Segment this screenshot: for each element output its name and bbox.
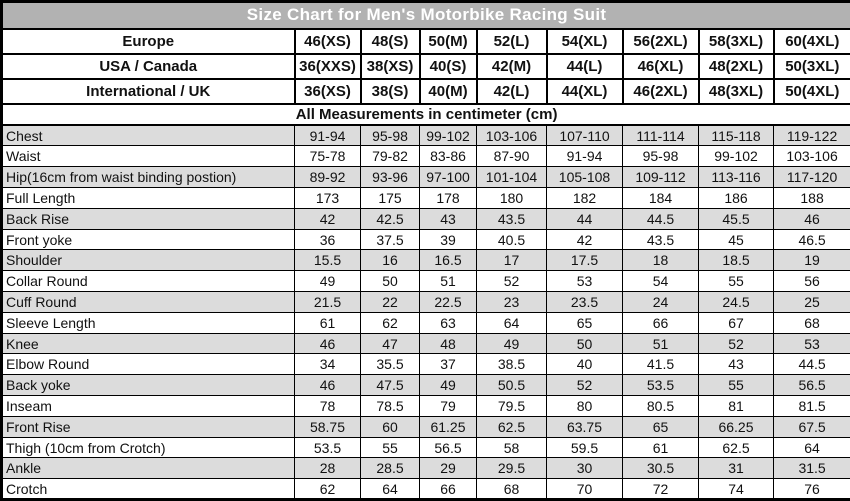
value-cell: 55 <box>361 437 420 458</box>
value-cell: 43 <box>699 354 774 375</box>
value-cell: 24 <box>623 292 699 313</box>
row-label: Ankle <box>2 458 295 479</box>
value-cell: 22 <box>361 292 420 313</box>
value-cell: 46(XL) <box>623 54 699 79</box>
value-cell: 17.5 <box>547 250 623 271</box>
value-cell: 38.5 <box>477 354 547 375</box>
value-cell: 44.5 <box>774 354 850 375</box>
value-cell: 95-98 <box>361 125 420 146</box>
value-cell: 50 <box>547 333 623 354</box>
table-row <box>2 188 850 209</box>
value-cell: 178 <box>420 188 477 209</box>
value-cell: 61.25 <box>420 416 477 437</box>
value-cell: 62.5 <box>477 416 547 437</box>
value-cell: 72 <box>623 479 699 500</box>
value-cell: 29 <box>420 458 477 479</box>
value-cell: 31.5 <box>774 458 850 479</box>
value-cell: 15.5 <box>295 250 361 271</box>
value-cell: 17 <box>477 250 547 271</box>
table-row <box>2 271 850 292</box>
value-cell: 79.5 <box>477 396 547 417</box>
value-cell: 119-122 <box>774 125 850 146</box>
value-cell: 25 <box>774 292 850 313</box>
units-note: All Measurements in centimeter (cm) <box>2 104 850 125</box>
value-cell: 36(XS) <box>295 79 361 104</box>
units-row <box>2 104 850 125</box>
value-cell: 70 <box>547 479 623 500</box>
value-cell: 59.5 <box>547 437 623 458</box>
value-cell: 184 <box>623 188 699 209</box>
value-cell: 74 <box>699 479 774 500</box>
row-label: Knee <box>2 333 295 354</box>
value-cell: 38(XS) <box>361 54 420 79</box>
value-cell: 109-112 <box>623 167 699 188</box>
value-cell: 16 <box>361 250 420 271</box>
table-row <box>2 479 850 500</box>
value-cell: 76 <box>774 479 850 500</box>
table-row <box>2 375 850 396</box>
value-cell: 50(M) <box>420 29 477 54</box>
value-cell: 91-94 <box>547 146 623 167</box>
row-label: Back yoke <box>2 375 295 396</box>
value-cell: 58 <box>477 437 547 458</box>
value-cell: 47.5 <box>361 375 420 396</box>
title-row <box>2 2 850 29</box>
table-row <box>2 79 850 104</box>
value-cell: 78.5 <box>361 396 420 417</box>
value-cell: 23.5 <box>547 292 623 313</box>
value-cell: 51 <box>623 333 699 354</box>
value-cell: 61 <box>623 437 699 458</box>
value-cell: 49 <box>477 333 547 354</box>
value-cell: 35.5 <box>361 354 420 375</box>
value-cell: 45 <box>699 229 774 250</box>
value-cell: 103-106 <box>774 146 850 167</box>
value-cell: 29.5 <box>477 458 547 479</box>
table-row <box>2 396 850 417</box>
value-cell: 188 <box>774 188 850 209</box>
value-cell: 64 <box>774 437 850 458</box>
value-cell: 40(M) <box>420 79 477 104</box>
value-cell: 42 <box>547 229 623 250</box>
size-header-rows <box>2 29 850 105</box>
value-cell: 182 <box>547 188 623 209</box>
table-row <box>2 167 850 188</box>
value-cell: 55 <box>699 375 774 396</box>
table-row <box>2 250 850 271</box>
value-cell: 68 <box>477 479 547 500</box>
value-cell: 54 <box>623 271 699 292</box>
value-cell: 56(2XL) <box>623 29 699 54</box>
row-label: Shoulder <box>2 250 295 271</box>
value-cell: 22.5 <box>420 292 477 313</box>
value-cell: 46 <box>295 375 361 396</box>
table-row <box>2 125 850 146</box>
value-cell: 30.5 <box>623 458 699 479</box>
value-cell: 60(4XL) <box>774 29 850 54</box>
row-label: Inseam <box>2 396 295 417</box>
value-cell: 56.5 <box>420 437 477 458</box>
value-cell: 87-90 <box>477 146 547 167</box>
chart-title: Size Chart for Men's Motorbike Racing Suit <box>2 2 850 29</box>
value-cell: 52 <box>699 333 774 354</box>
value-cell: 40.5 <box>477 229 547 250</box>
value-cell: 68 <box>774 312 850 333</box>
table-row <box>2 354 850 375</box>
value-cell: 60 <box>361 416 420 437</box>
value-cell: 50(3XL) <box>774 54 850 79</box>
value-cell: 36(XXS) <box>295 54 361 79</box>
value-cell: 65 <box>547 312 623 333</box>
value-cell: 34 <box>295 354 361 375</box>
row-label: Cuff Round <box>2 292 295 313</box>
row-label: Front yoke <box>2 229 295 250</box>
value-cell: 66.25 <box>699 416 774 437</box>
value-cell: 39 <box>420 229 477 250</box>
value-cell: 91-94 <box>295 125 361 146</box>
value-cell: 79-82 <box>361 146 420 167</box>
value-cell: 117-120 <box>774 167 850 188</box>
table-row <box>2 437 850 458</box>
row-label: Crotch <box>2 479 295 500</box>
value-cell: 48(3XL) <box>699 79 774 104</box>
table-row <box>2 208 850 229</box>
row-label: Hip(16cm from waist binding postion) <box>2 167 295 188</box>
value-cell: 83-86 <box>420 146 477 167</box>
value-cell: 21.5 <box>295 292 361 313</box>
value-cell: 44.5 <box>623 208 699 229</box>
value-cell: 111-114 <box>623 125 699 146</box>
value-cell: 115-118 <box>699 125 774 146</box>
value-cell: 62 <box>361 312 420 333</box>
value-cell: 75-78 <box>295 146 361 167</box>
value-cell: 99-102 <box>420 125 477 146</box>
value-cell: 43.5 <box>477 208 547 229</box>
value-cell: 53.5 <box>295 437 361 458</box>
value-cell: 50(4XL) <box>774 79 850 104</box>
value-cell: 63.75 <box>547 416 623 437</box>
value-cell: 56 <box>774 271 850 292</box>
value-cell: 48(S) <box>361 29 420 54</box>
value-cell: 30 <box>547 458 623 479</box>
value-cell: 66 <box>623 312 699 333</box>
value-cell: 81.5 <box>774 396 850 417</box>
value-cell: 53.5 <box>623 375 699 396</box>
value-cell: 42 <box>295 208 361 229</box>
value-cell: 103-106 <box>477 125 547 146</box>
value-cell: 61 <box>295 312 361 333</box>
value-cell: 44(XL) <box>547 79 623 104</box>
value-cell: 65 <box>623 416 699 437</box>
row-label: Collar Round <box>2 271 295 292</box>
value-cell: 173 <box>295 188 361 209</box>
row-label: Back Rise <box>2 208 295 229</box>
value-cell: 80 <box>547 396 623 417</box>
value-cell: 48 <box>420 333 477 354</box>
value-cell: 28 <box>295 458 361 479</box>
value-cell: 24.5 <box>699 292 774 313</box>
value-cell: 47 <box>361 333 420 354</box>
row-label: Elbow Round <box>2 354 295 375</box>
value-cell: 64 <box>361 479 420 500</box>
value-cell: 42(L) <box>477 79 547 104</box>
value-cell: 93-96 <box>361 167 420 188</box>
value-cell: 67.5 <box>774 416 850 437</box>
table-row <box>2 229 850 250</box>
value-cell: 51 <box>420 271 477 292</box>
value-cell: 89-92 <box>295 167 361 188</box>
value-cell: 113-116 <box>699 167 774 188</box>
row-label: Chest <box>2 125 295 146</box>
row-label: Europe <box>2 29 295 54</box>
value-cell: 37 <box>420 354 477 375</box>
row-label: International / UK <box>2 79 295 104</box>
value-cell: 63 <box>420 312 477 333</box>
value-cell: 55 <box>699 271 774 292</box>
value-cell: 66 <box>420 479 477 500</box>
value-cell: 18.5 <box>699 250 774 271</box>
value-cell: 58(3XL) <box>699 29 774 54</box>
value-cell: 58.75 <box>295 416 361 437</box>
row-label: Waist <box>2 146 295 167</box>
table-row <box>2 146 850 167</box>
value-cell: 48(2XL) <box>699 54 774 79</box>
value-cell: 19 <box>774 250 850 271</box>
value-cell: 45.5 <box>699 208 774 229</box>
value-cell: 56.5 <box>774 375 850 396</box>
value-cell: 43.5 <box>623 229 699 250</box>
value-cell: 99-102 <box>699 146 774 167</box>
value-cell: 107-110 <box>547 125 623 146</box>
value-cell: 62 <box>295 479 361 500</box>
row-label: Front Rise <box>2 416 295 437</box>
value-cell: 18 <box>623 250 699 271</box>
value-cell: 31 <box>699 458 774 479</box>
value-cell: 23 <box>477 292 547 313</box>
table-row <box>2 416 850 437</box>
value-cell: 50.5 <box>477 375 547 396</box>
value-cell: 52 <box>477 271 547 292</box>
table-row <box>2 292 850 313</box>
value-cell: 42.5 <box>361 208 420 229</box>
value-cell: 97-100 <box>420 167 477 188</box>
value-cell: 180 <box>477 188 547 209</box>
value-cell: 81 <box>699 396 774 417</box>
value-cell: 46 <box>774 208 850 229</box>
table-row <box>2 312 850 333</box>
row-label: Full Length <box>2 188 295 209</box>
value-cell: 43 <box>420 208 477 229</box>
row-label: USA / Canada <box>2 54 295 79</box>
value-cell: 67 <box>699 312 774 333</box>
value-cell: 175 <box>361 188 420 209</box>
value-cell: 42(M) <box>477 54 547 79</box>
value-cell: 95-98 <box>623 146 699 167</box>
table-row <box>2 333 850 354</box>
table-row <box>2 54 850 79</box>
value-cell: 64 <box>477 312 547 333</box>
value-cell: 78 <box>295 396 361 417</box>
value-cell: 53 <box>774 333 850 354</box>
value-cell: 38(S) <box>361 79 420 104</box>
value-cell: 52(L) <box>477 29 547 54</box>
row-label: Sleeve Length <box>2 312 295 333</box>
value-cell: 28.5 <box>361 458 420 479</box>
value-cell: 54(XL) <box>547 29 623 54</box>
value-cell: 37.5 <box>361 229 420 250</box>
value-cell: 50 <box>361 271 420 292</box>
value-cell: 105-108 <box>547 167 623 188</box>
measurement-rows <box>2 125 850 499</box>
value-cell: 40 <box>547 354 623 375</box>
value-cell: 101-104 <box>477 167 547 188</box>
value-cell: 36 <box>295 229 361 250</box>
value-cell: 62.5 <box>699 437 774 458</box>
value-cell: 53 <box>547 271 623 292</box>
row-label: Thigh (10cm from Crotch) <box>2 437 295 458</box>
value-cell: 186 <box>699 188 774 209</box>
value-cell: 79 <box>420 396 477 417</box>
value-cell: 52 <box>547 375 623 396</box>
table-row <box>2 29 850 54</box>
value-cell: 49 <box>420 375 477 396</box>
value-cell: 44 <box>547 208 623 229</box>
value-cell: 80.5 <box>623 396 699 417</box>
value-cell: 16.5 <box>420 250 477 271</box>
value-cell: 46(XS) <box>295 29 361 54</box>
value-cell: 46.5 <box>774 229 850 250</box>
value-cell: 46(2XL) <box>623 79 699 104</box>
value-cell: 40(S) <box>420 54 477 79</box>
value-cell: 44(L) <box>547 54 623 79</box>
value-cell: 41.5 <box>623 354 699 375</box>
value-cell: 46 <box>295 333 361 354</box>
table-row <box>2 458 850 479</box>
value-cell: 49 <box>295 271 361 292</box>
